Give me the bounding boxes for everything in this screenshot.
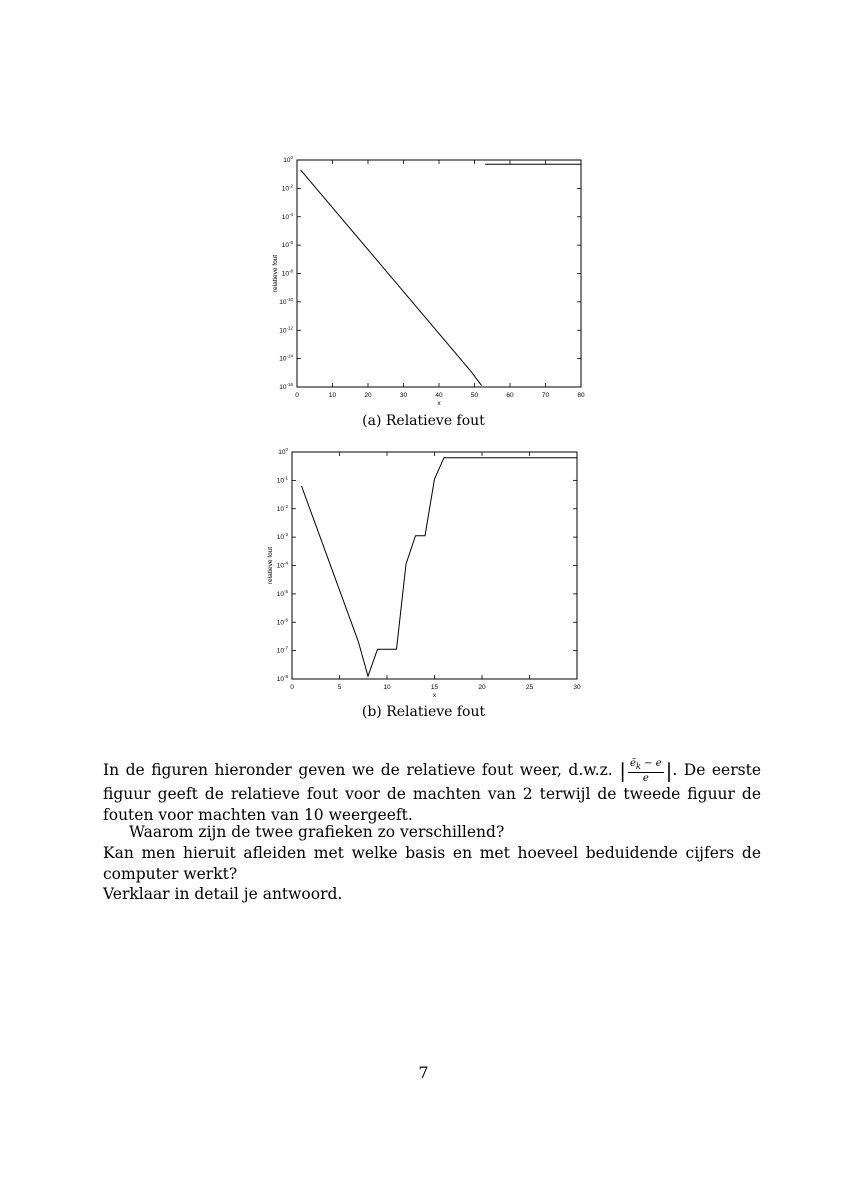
chart-b-y-tick-label: $10^{-4}$ (276, 560, 288, 570)
chart-a-x-tick-label: 70 (541, 392, 550, 399)
page-number: 7 (418, 1063, 429, 1082)
caption-a: (a) Relatieve fout (362, 413, 485, 429)
chart-b-plot-frame (292, 452, 577, 679)
fraction-denominator: e (642, 773, 649, 784)
chart-b-y-tick-label: $10^{-1}$ (276, 475, 288, 485)
chart-a-y-tick-label: $10^{-16}$ (279, 382, 293, 391)
chart-b-x-tick-label: 30 (573, 684, 581, 691)
intro-text-b: . De eerste figuur geeft de relatieve fout voor de machten van 2 terwijl de tweede figuur de fouten voor machten van 10 weergeeft. (103, 761, 761, 824)
chart-b-x-axis-label: x (432, 692, 437, 699)
chart-a-x-tick-label: 50 (470, 392, 479, 399)
chart-b-y-tick-label: $10^{-5}$ (276, 588, 288, 598)
chart-b-x-tick-label: 25 (525, 684, 534, 691)
chart-b-y-tick-label: $10^{-3}$ (276, 532, 288, 542)
chart-a-y-tick-label: $10^0$ (283, 155, 293, 164)
chart-a-x-tick-label: 0 (295, 392, 299, 399)
chart-a-x-axis-label: x (437, 400, 441, 407)
chart-b-x-tick-label: 20 (478, 684, 486, 691)
paragraph-question-1: Waarom zijn de twee grafieken zo verschillend? (129, 823, 505, 841)
chart-a-y-tick-label: $10^{-14}$ (279, 353, 293, 363)
relative-error-fraction (628, 758, 664, 784)
chart-b-y-tick-label: $10^{-8}$ (276, 674, 288, 683)
chart-a-y-tick-label: $10^{-4}$ (281, 211, 293, 221)
chart-a-y-tick-label: $10^{-12}$ (279, 325, 293, 335)
paragraph-question-3: Verklaar in detail je antwoord. (103, 885, 343, 903)
chart-a-plot-frame (297, 160, 581, 387)
caption-b: (b) Relatieve fout (361, 704, 486, 720)
chart-a-x-tick-label: 20 (364, 392, 372, 399)
chart-b-y-tick-label: $10^{-6}$ (276, 617, 288, 627)
chart-a-x-tick-label: 80 (577, 392, 585, 399)
chart-b-y-tick-label: $10^0$ (278, 447, 288, 456)
chart-a-y-axis-label: relatieve fout (272, 254, 279, 293)
paragraph-intro (103, 758, 761, 826)
chart-b-x-tick-label: 15 (430, 684, 439, 691)
chart-b-series-line-0 (302, 458, 578, 677)
chart-b-x-tick-label: 0 (290, 684, 294, 691)
fraction-numerator: ẽ (629, 758, 636, 769)
chart-b-y-axis-label: relatieve fout (267, 546, 274, 585)
chart-b (0, 440, 847, 725)
chart-b-x-tick-label: 5 (337, 684, 342, 691)
chart-a-y-tick-label: $10^{-6}$ (281, 240, 293, 250)
chart-a-series-line-0 (301, 170, 482, 386)
chart-a-x-tick-label: 60 (506, 392, 514, 399)
chart-a (0, 150, 847, 435)
fraction-numerator-subscript: k (635, 761, 641, 771)
abs-bar-left: | (619, 758, 626, 783)
chart-a-y-tick-label: $10^{-2}$ (281, 183, 293, 193)
chart-b-x-tick-label: 10 (383, 684, 391, 691)
intro-text-a: In de figuren hieronder geven we de relatieve fout weer, d.w.z. (103, 761, 613, 779)
chart-b-y-tick-label: $10^{-2}$ (276, 503, 288, 513)
chart-a-y-tick-label: $10^{-10}$ (279, 296, 293, 306)
chart-a-y-tick-label: $10^{-8}$ (281, 268, 293, 278)
paragraph-question-2: Kan men hieruit afleiden met welke basis en met hoeveel beduidende cijfers de computer werkt? (103, 844, 761, 883)
chart-a-x-tick-label: 30 (399, 392, 408, 399)
fraction-numerator-rest: − e (640, 758, 662, 769)
abs-bar-right: | (665, 758, 673, 783)
chart-a-x-tick-label: 10 (328, 392, 337, 399)
figure-b (0, 440, 847, 725)
chart-b-y-tick-label: $10^{-7}$ (276, 645, 288, 655)
chart-a-x-tick-label: 40 (435, 392, 443, 399)
figure-a (0, 150, 847, 435)
